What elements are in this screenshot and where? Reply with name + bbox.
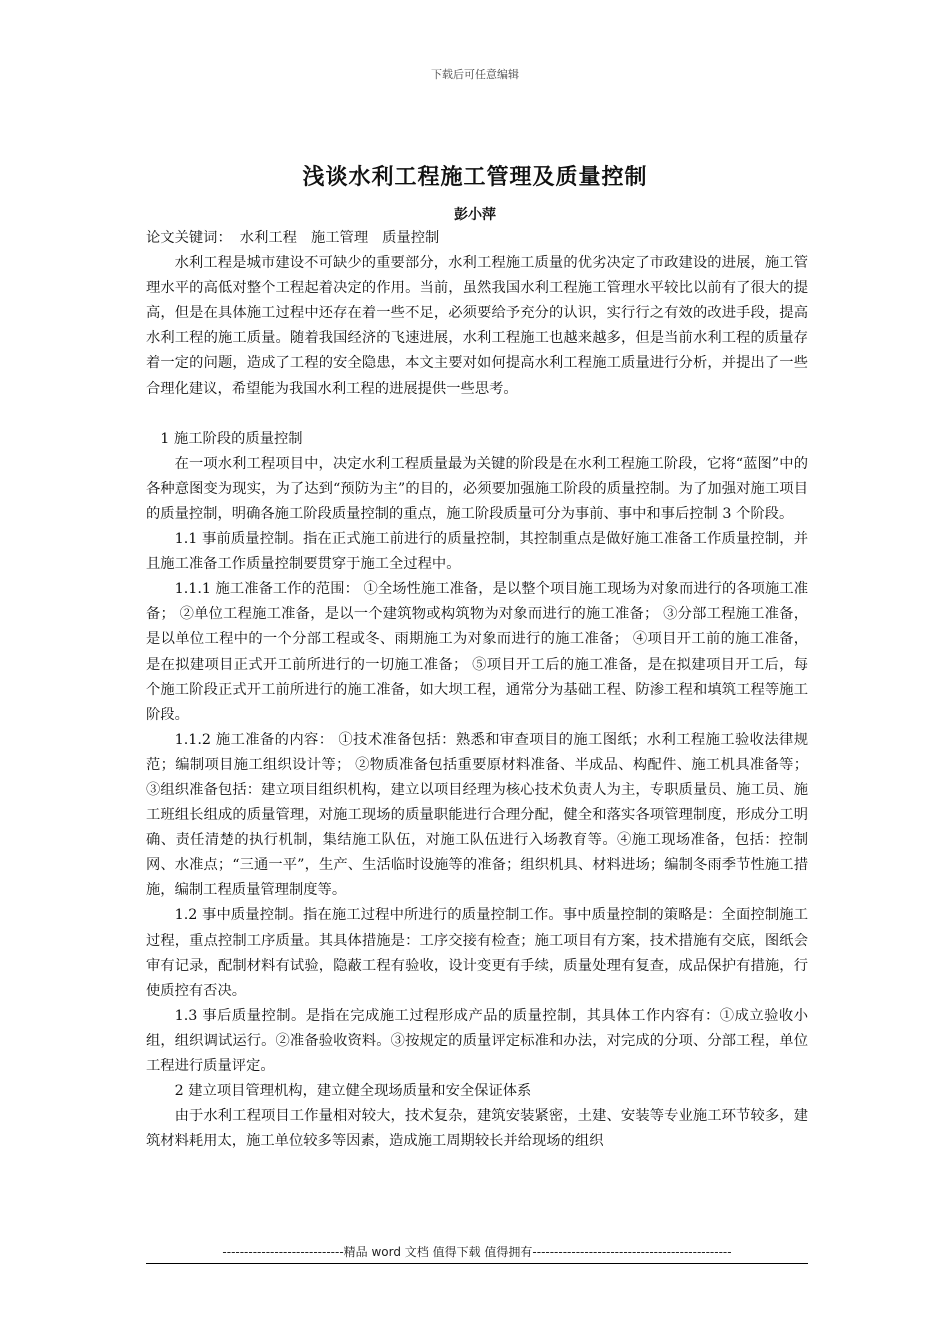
section-heading: 1 施工阶段的质量控制 bbox=[160, 430, 303, 447]
paragraph: 由于水利工程项目工作量相对较大，技术复杂，建筑安装紧密，土建、安装等专业施工环节较多，建筑材料耗用太，施工单位较多等因素，造成施工周期较长并给现场的组织 bbox=[146, 1108, 808, 1150]
keyword: 水利工程 bbox=[239, 230, 297, 246]
keywords-label: 论文关键词： bbox=[146, 230, 232, 246]
paragraph: 1.1 事前质量控制。指在正式施工前进行的质量控制，其控制重点是做好施工准备工作质量控制，并且施工准备工作质量控制要贯穿于施工全过程中。 bbox=[146, 531, 808, 573]
intro-paragraph: 水利工程是城市建设不可缺少的重要部分，水利工程施工质量的优劣决定了市政建设的进展，施工管理水平的高低对整个工程起着决定的作用。当前，虽然我国水利工程施工管理水平较比以前有了很大的提高，但是在具体施工过程中还存在着一些不足，必须要给予充分的认识，实行行之有效的改进手段，提高水利工程的施工质量。随着我国经济的飞速进展，水利工程施工也越来越多，但是当前水利工程的质量存着一定的问题，造成了工程的安全隐患，本文主要对如何提高水利工程施工质量进行分析，并提出了一些合理化建议，希望能为我国水利工程的进展提供一些思考。 bbox=[146, 255, 808, 397]
document-body bbox=[146, 226, 808, 1154]
keyword: 施工管理 bbox=[310, 230, 369, 246]
paragraph: 1.2 事中质量控制。指在施工过程中所进行的质量控制工作。事中质量控制的策略是：全面控制施工过程，重点控制工序质量。其具体措施是：工序交接有检查；施工项目有方案，技术措施有交底，图纸会审有记录，配制材料有试验，隐蔽工程有验收，设计变更有手续，质量处理有复查，成品保护有措施，行使质控有否决。 bbox=[146, 907, 808, 999]
document-title: 浅谈水利工程施工管理及质量控制 bbox=[302, 164, 648, 190]
keywords-line bbox=[146, 226, 808, 251]
page-footer: ----------------------------精品 word 文档 值得下载 值得拥有---------------------------------------------- bbox=[222, 1245, 732, 1259]
paragraph: 在一项水利工程项目中，决定水利工程质量最为关键的阶段是在水利工程施工阶段，它将“蓝图”中的各种意图变为现实，为了达到“预防为主”的目的，必须要加强施工阶段的质量控制。为了加强对施工项目的质量控制，明确各施工阶段质量控制的重点，施工阶段质量可分为事前、事中和事后控制 3 个阶段。 bbox=[146, 455, 808, 522]
author-name: 彭小萍 bbox=[454, 207, 496, 223]
page-header-note: 下载后可任意编辑 bbox=[431, 68, 519, 81]
paragraph: 1.3 事后质量控制。是指在完成施工过程形成产品的质量控制，其具体工作内容有：①成立验收小组，组织调试运行。②准备验收资料。③按规定的质量评定标准和办法，对完成的分项、分部工程，单位工程进行质量评定。 bbox=[146, 1007, 808, 1074]
paragraph: 1.1.2 施工准备的内容： ①技术准备包括：熟悉和审查项目的施工图纸；水利工程施工验收法律规范；编制项目施工组织设计等； ②物质准备包括重要原材料准备、半成品、构配件、施工机具准备等； ③组织准备包括：建立项目组织机构，建立以项目经理为核心技术负责人为主，专职质量员、施工员、施工班组长组成的质量管理，对施工现场的质量职能进行合理分配，健全和落实各项管理制度，形成分工明确、责任清楚的执行机制，集结施工队伍，对施工队伍进行入场教育等。④施工现场准备，包括：控制网、水准点；“三通一平”，生产、生活临时设施等的准备；组织机具、材料进场；编制冬雨季节性施工措施，编制工程质量管理制度等。 bbox=[146, 731, 808, 899]
keyword: 质量控制 bbox=[382, 230, 440, 246]
paragraph: 1.1.1 施工准备工作的范围： ①全场性施工准备，是以整个项目施工现场为对象而进行的各项施工准备； ②单位工程施工准备，是以一个建筑物或构筑物为对象而进行的施工准备； ③分部工程施工准备，是以单位工程中的一个分部工程或冬、雨期施工为对象而进行的施工准备； ④项目开工前的施工准备，是在拟建项目正式开工前所进行的一切施工准备； ⑤项目开工后的施工准备，是在拟建项目开工后，每个施工阶段正式开工前所进行的施工准备，如大坝工程，通常分为基础工程、防渗工程和填筑工程等施工阶段。 bbox=[146, 581, 808, 723]
section-heading: 2 建立项目管理机构，建立健全现场质量和安全保证体系 bbox=[174, 1083, 532, 1100]
footer-divider bbox=[146, 1263, 808, 1264]
